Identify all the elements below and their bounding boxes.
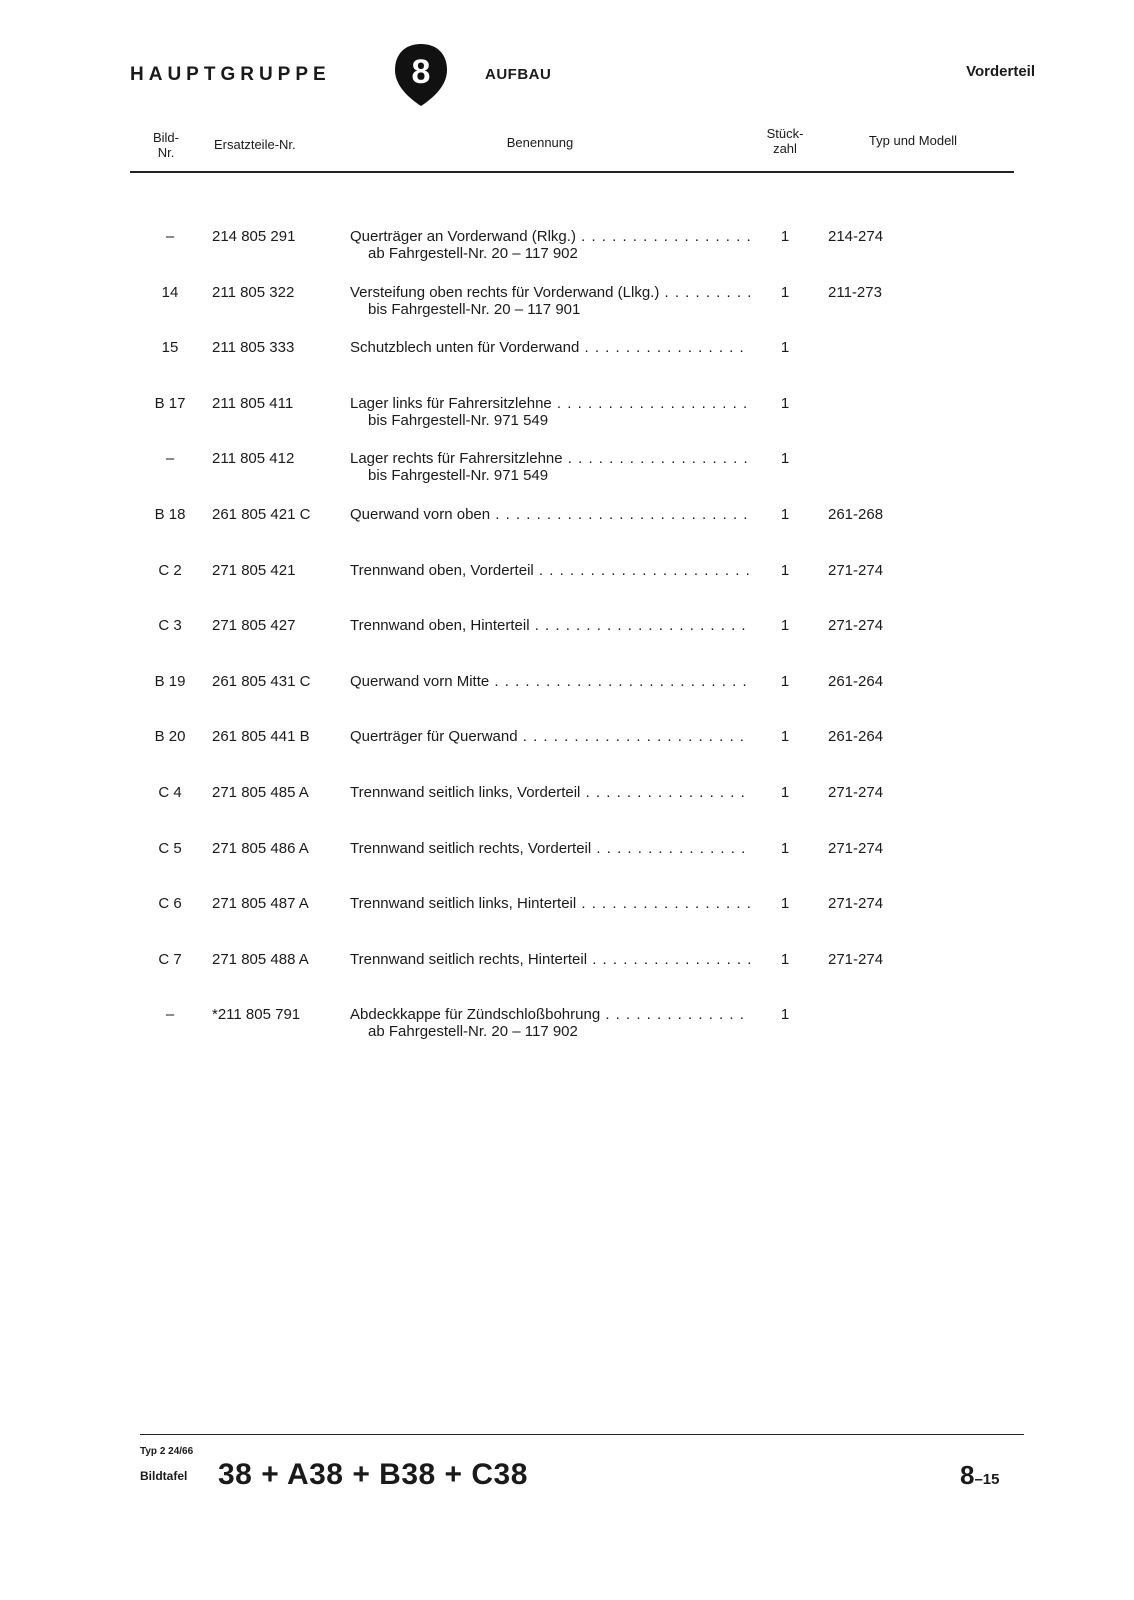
type-line: Typ 2 24/66 [140,1446,194,1457]
page-number [960,1460,1000,1491]
row-part-number: 211 805 333 [212,339,295,356]
row-model: 271-274 [828,562,884,579]
footer-rule [140,1434,1024,1435]
row-quantity: 1 [780,228,790,245]
row-description-line1: Versteifung oben rechts für Vorderwand (Llkg.) . . . [350,284,750,301]
row-description [350,339,750,356]
col-head-quantity [750,126,820,156]
row-part-number: 271 805 488 A [212,951,309,968]
row-description-line1: Trennwand seitlich rechts, Hinterteil . . . [350,951,750,968]
plate-label: Bildtafel [140,1469,188,1483]
table-row [0,951,1134,991]
row-image-number: – [165,1006,175,1023]
row-part-number: 211 805 322 [212,284,295,301]
row-description [350,562,750,579]
row-description-line1: Querwand vorn Mitte . . . [350,673,750,690]
main-group-label: HAUPTGRUPPE [130,64,331,85]
row-description [350,840,750,857]
row-description-line1: Trennwand oben, Vorderteil . . . [350,562,750,579]
row-description-line1: Abdeckkappe für Zündschloßbohrung . . . [350,1006,750,1023]
row-description [350,506,750,523]
row-part-number: 261 805 431 C [212,673,311,690]
col-head-bild-line2: Nr. [157,145,175,160]
row-image-number: – [165,228,175,245]
table-row [0,617,1134,657]
row-description-line2: ab Fahrgestell-Nr. 20 – 117 902 [368,245,578,262]
row-quantity: 1 [780,395,790,412]
plate-numbers: 38 + A38 + B38 + C38 [218,1458,528,1491]
row-description [350,617,750,634]
row-description-line1: Querträger an Vorderwand (Rlkg.) . . . [350,228,750,245]
row-description-line2: ab Fahrgestell-Nr. 20 – 117 902 [368,1023,578,1040]
row-description-line2: bis Fahrgestell-Nr. 971 549 [368,412,549,429]
row-description [350,951,750,968]
row-description [350,784,750,801]
row-quantity: 1 [780,284,790,301]
table-row [0,506,1134,546]
badge-shape-icon [393,42,449,108]
row-quantity: 1 [780,840,790,857]
row-description-line2: bis Fahrgestell-Nr. 971 549 [368,467,549,484]
row-part-number: 271 805 486 A [212,840,309,857]
row-description-line1: Lager rechts für Fahrersitzlehne . . . [350,450,750,467]
row-model: 271-274 [828,617,884,634]
row-image-number: C 7 [158,951,182,968]
row-quantity: 1 [780,339,790,356]
row-description [350,395,750,429]
table-row [0,339,1134,379]
table-row [0,1006,1134,1046]
row-part-number: 271 805 487 A [212,895,309,912]
col-head-qty-line2: zahl [773,141,797,156]
row-quantity: 1 [780,951,790,968]
row-quantity: 1 [780,895,790,912]
page-number-sub: –15 [974,1471,1000,1488]
row-description-line1: Lager links für Fahrersitzlehne . . . [350,395,750,412]
row-image-number: C 4 [158,784,182,801]
row-model: 261-264 [828,728,884,745]
row-description-line1: Trennwand seitlich rechts, Vorderteil . . . [350,840,750,857]
row-description [350,284,750,318]
table-row [0,284,1134,324]
row-image-number: 15 [161,339,179,356]
row-quantity: 1 [780,450,790,467]
group-name: AUFBAU [485,66,552,83]
table-row [0,228,1134,268]
row-description-line1: Querträger für Querwand . . . [350,728,750,745]
table-row [0,562,1134,602]
row-quantity: 1 [780,728,790,745]
col-head-part-number: Ersatzteile-Nr. [214,137,296,152]
col-head-name: Benennung [506,135,574,150]
col-head-qty-line1: Stück- [766,126,804,141]
col-head-bild [140,130,192,160]
row-description-line1: Trennwand seitlich links, Hinterteil . . . [350,895,750,912]
row-quantity: 1 [780,1006,790,1023]
section-title: Vorderteil [966,63,1035,80]
row-description [350,1006,750,1040]
row-description [350,895,750,912]
table-row [0,840,1134,880]
row-image-number: C 5 [158,840,182,857]
row-part-number: 271 805 427 [212,617,296,634]
row-description [350,728,750,745]
row-image-number: C 2 [158,562,182,579]
table-row [0,895,1134,935]
row-image-number: B 18 [154,506,186,523]
row-part-number: 211 805 411 [212,395,294,412]
row-quantity: 1 [780,784,790,801]
row-description-line2: bis Fahrgestell-Nr. 20 – 117 901 [368,301,581,318]
row-part-number: 271 805 421 [212,562,296,579]
group-number: 8 [411,53,431,91]
row-description-line1: Trennwand seitlich links, Vorderteil . . . [350,784,750,801]
row-part-number: 271 805 485 A [212,784,309,801]
group-number-badge [393,42,449,108]
table-row [0,784,1134,824]
row-model: 271-274 [828,951,884,968]
table-row [0,395,1134,435]
row-model: 211-273 [828,284,882,301]
header-rule [130,171,1014,173]
row-description [350,673,750,690]
row-image-number: B 19 [154,673,186,690]
row-description [350,450,750,484]
row-model: 271-274 [828,895,884,912]
table-row [0,450,1134,490]
row-model: 214-274 [828,228,884,245]
row-quantity: 1 [780,673,790,690]
row-image-number: 14 [161,284,179,301]
row-quantity: 1 [780,506,790,523]
row-part-number: 211 805 412 [212,450,295,467]
row-part-number: 214 805 291 [212,228,296,245]
row-model: 261-264 [828,673,884,690]
row-quantity: 1 [780,617,790,634]
row-quantity: 1 [780,562,790,579]
row-image-number: – [165,450,175,467]
row-image-number: C 6 [158,895,182,912]
row-model: 271-274 [828,784,884,801]
page-number-main: 8 [960,1460,975,1490]
row-image-number: B 17 [154,395,186,412]
row-part-number: 261 805 441 B [212,728,310,745]
table-row [0,673,1134,713]
row-part-number: *211 805 791 [212,1006,301,1023]
row-description-line1: Querwand vorn oben . . . [350,506,750,523]
row-description-line1: Trennwand oben, Hinterteil . . . [350,617,750,634]
table-row [0,728,1134,768]
row-model: 271-274 [828,840,884,857]
row-description-line1: Schutzblech unten für Vorderwand . . . [350,339,750,356]
row-description [350,228,750,262]
row-image-number: B 20 [154,728,186,745]
col-head-bild-line1: Bild- [152,130,179,145]
row-part-number: 261 805 421 C [212,506,311,523]
row-image-number: C 3 [158,617,182,634]
col-head-model: Typ und Modell [868,133,958,148]
row-model: 261-268 [828,506,884,523]
